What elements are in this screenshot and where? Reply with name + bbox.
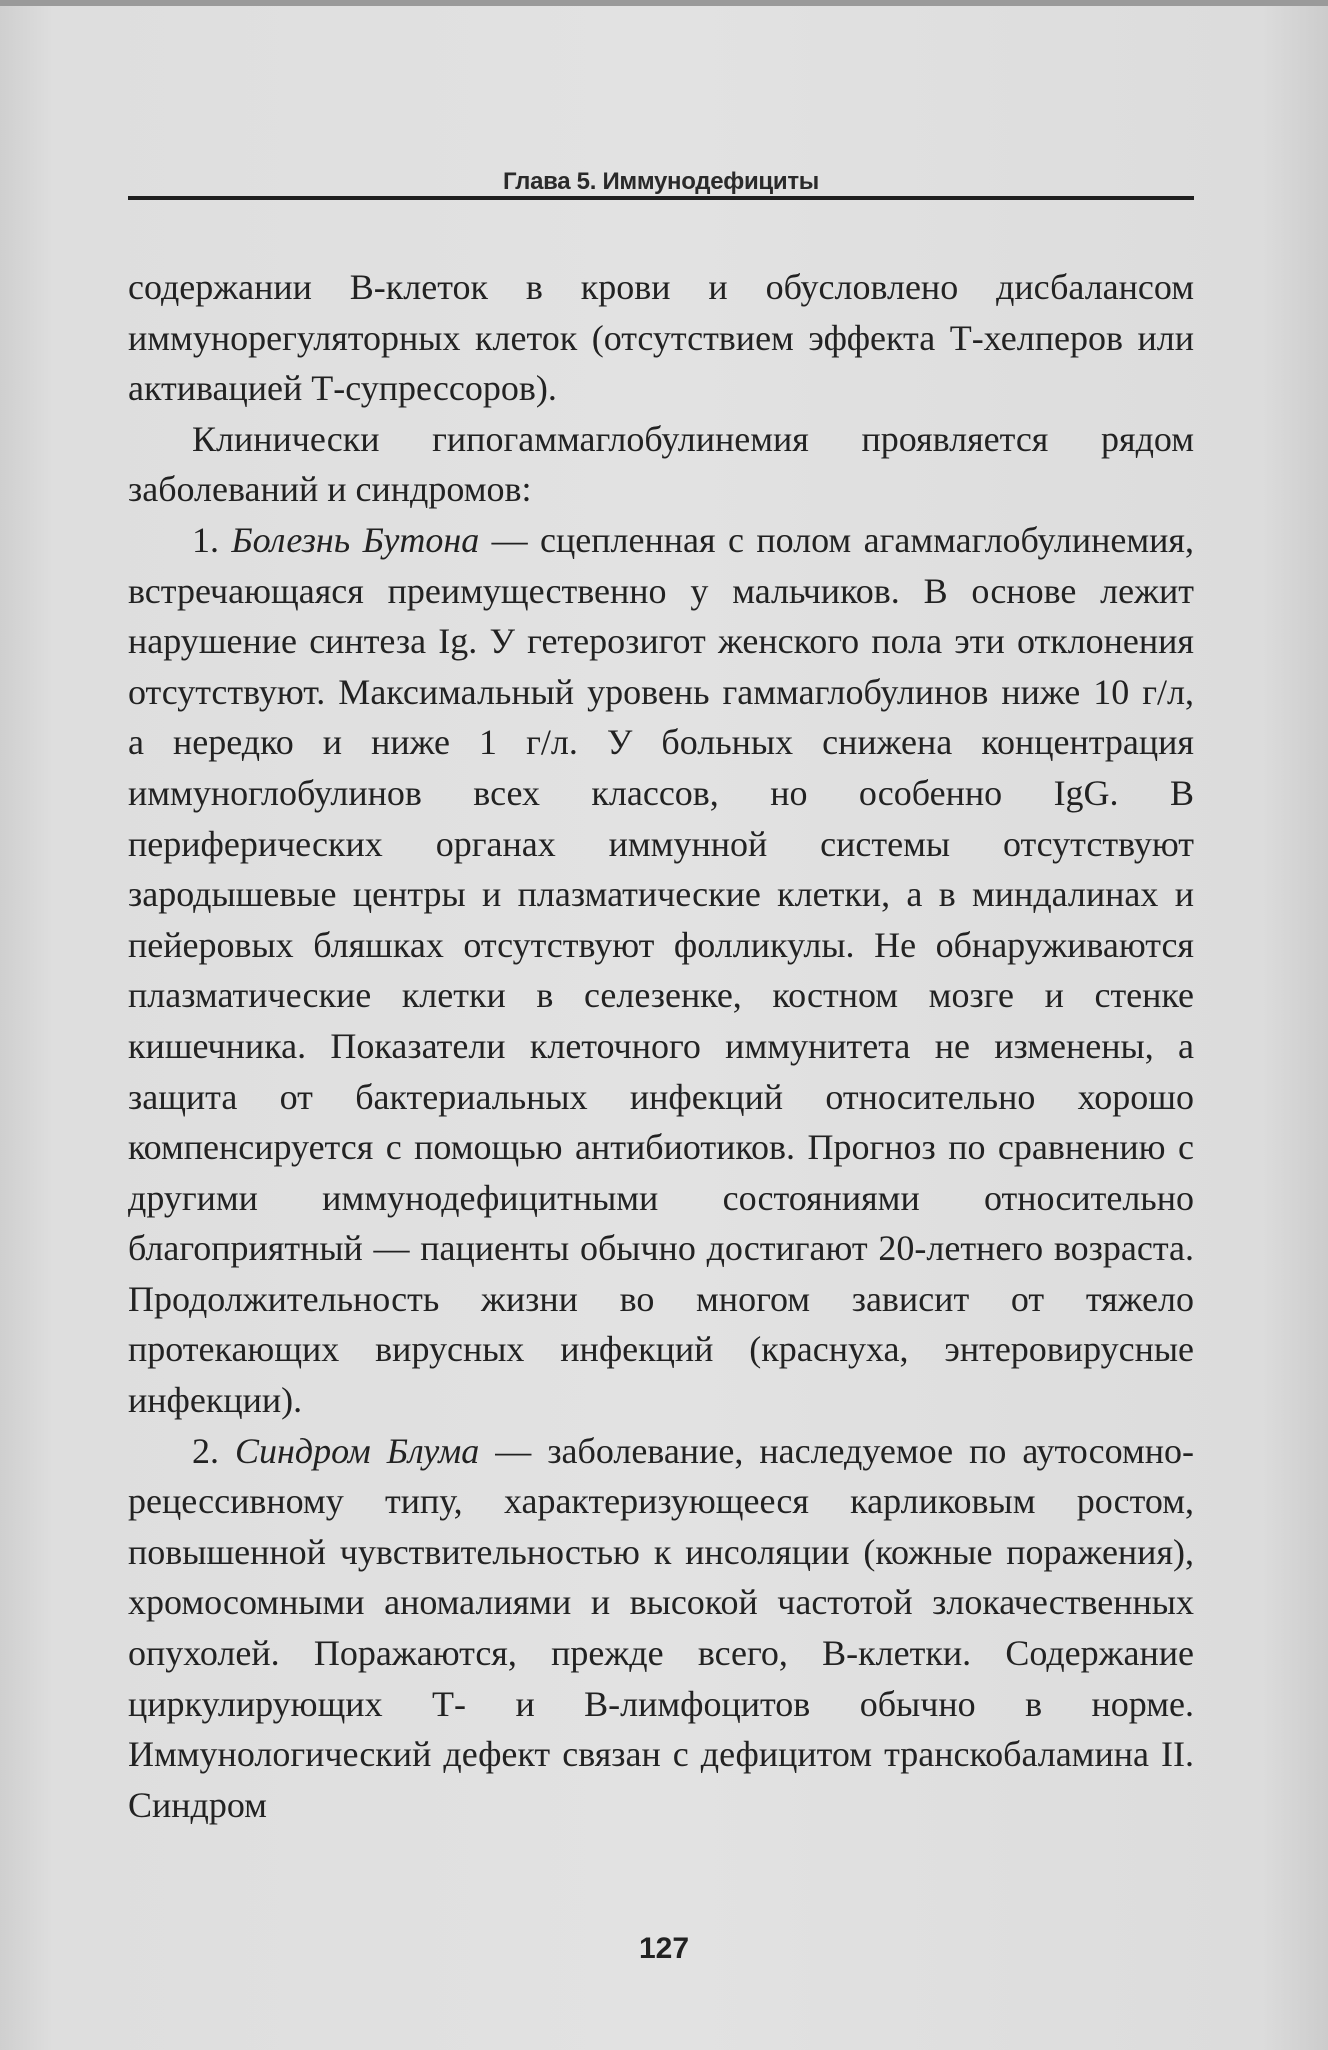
list-item-number: 1. [192, 519, 232, 560]
list-item-bloom [128, 1426, 1194, 1831]
paragraph-intro: Клинически гипогаммаглобулинемия проявляется рядом заболеваний и синдромов: [128, 418, 1194, 510]
running-head: Глава 5. Иммунодефициты [503, 168, 819, 195]
term-bruton-disease: Болезнь Бутона [231, 519, 480, 560]
list-item-text: — сцепленная с полом агаммаглобулинемия, встречающаяся преимущественно у мальчиков. В основе лежит нарушение синтеза Ig. У гетерозигот женского пола эти отклонения отсутствуют. Максимальный уровень гаммаглобулинов ниже 10 г/л, а нередко и ниже 1 г/л. У больных снижена концентрация иммуноглобулинов всех классов, но особенно IgG. В периферических органах иммунной системы отсутствуют зародышевые центры и плазматические клетки, а в миндалинах и пейеровых бляшках отсутствуют фолликулы. Не обнаруживаются плазматические клетки в селезенке, костном мозге и стенке кишечника. Показатели клеточного иммунитета не изменены, а защита от бактериальных инфекций относительно хорошо компенсируется с помощью антибиотиков. Прогноз по сравнению с другими иммунодефицитными состояниями относительно благоприятный — пациенты обычно достигают 20-летнего возраста. Продолжительность жизни во многом зависит от тяжело протекающих вирусных инфекций (краснуха, энтеровирусные инфекции). [128, 519, 1194, 1421]
header-rule [128, 196, 1194, 200]
list-item-text: — заболевание, наследуемое по аутосомно-рецессивному типу, характеризующееся карликовым ростом, повышенной чувствительностью к инсоляции (кожные поражения), хромосомными аномалиями и высокой частотой злокачественных опухолей. Поражаются, прежде всего, B-клетки. Содержание циркулирующих Т- и B-лимфоцитов обычно в норме. Иммунологический дефект связан с дефицитом транскобаламина II. Синдром [128, 1430, 1195, 1825]
page-top-edge [0, 0, 1328, 6]
page-number: 127 [638, 1932, 690, 1965]
list-item-bruton [128, 515, 1194, 1426]
paragraph-continuation: содержании B-клеток в крови и обусловлено дисбалансом иммунорегуляторных клеток (отсутствием эффекта Т-хелперов или активацией Т-супрессоров). [128, 267, 1194, 409]
list-item-number: 2. [192, 1430, 236, 1471]
term-bloom-syndrome: Синдром Блума [235, 1430, 480, 1471]
body-text [128, 262, 1194, 1830]
